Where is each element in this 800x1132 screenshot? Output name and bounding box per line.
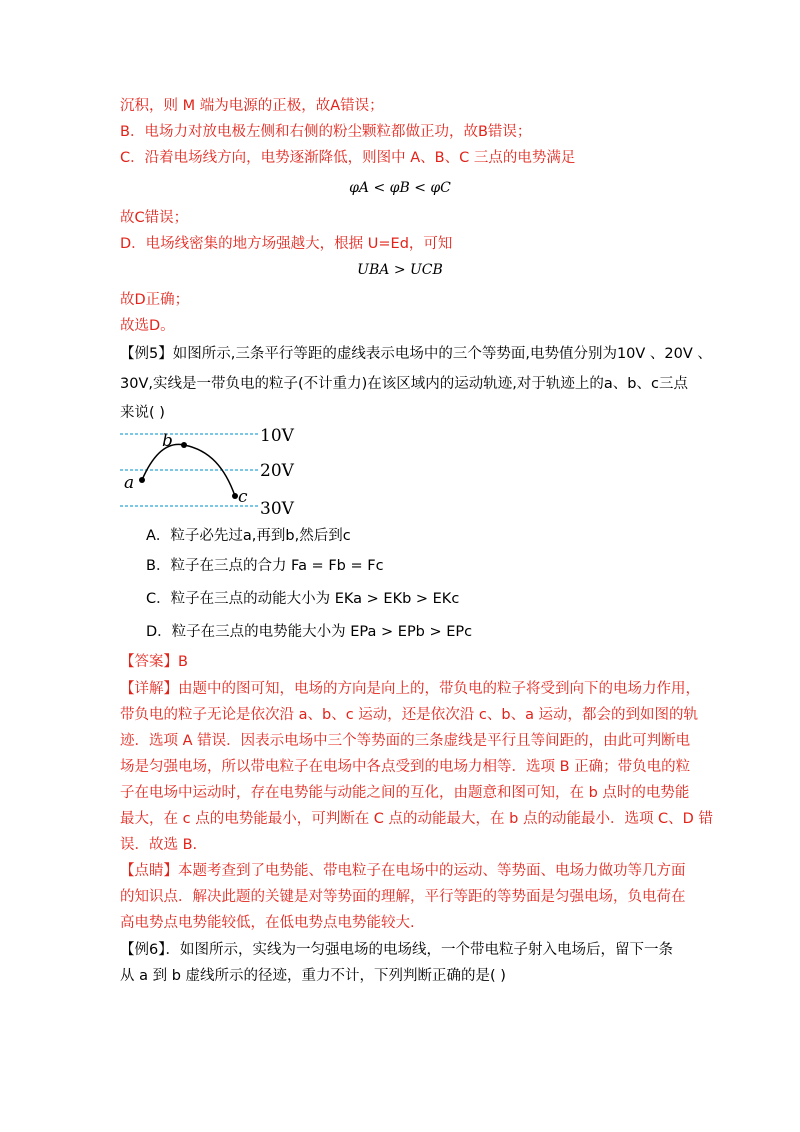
example6-question-1: 【例6】．如图所示，实线为一匀强电场的电场线，一个带电粒子射入电场后，留下一条 [120,942,673,958]
prev-line-1: 沉积，则 M 端为电源的正极，故A错误； [120,98,384,114]
point-b [181,442,187,448]
explain-line-4: 场是匀强电场，所以带电粒子在电场中各点受到的电场力相等．选项 B 正确；带负电的粒 [120,759,691,775]
example6-question-2: 从 a 到 b 虚线所示的径迹，重力不计，下列判断正确的是( ) [120,968,506,984]
explain-line-7: 误．故选 B. [120,837,198,853]
prev-line-6: 故D正确； [120,292,190,308]
equipotential-figure [110,420,310,520]
answer: 【答案】B [120,654,188,670]
formula-phi: φA < φB < φC [349,180,451,196]
explain-line-1: 【详解】由题中的图可知，电场的方向是向上的，带负电的粒子将受到向下的电场力作用， [120,681,700,697]
prev-line-4: 故C错误； [120,210,189,226]
prev-line-2: B．电场力对放电极左侧和右侧的粉尘颗粒都做正功，故B错误； [120,124,532,140]
prev-line-5: D．电场线密集的地方场强越大，根据 U=Ed，可知 [120,236,453,252]
example5-question-2: 30V,实线是一带负电的粒子(不计重力)在该区域内的运动轨迹,对于轨迹上的a、b、c三点 [120,376,688,392]
label-10v: 10V [260,426,294,446]
label-b: b [162,431,173,451]
example5-question-3: 来说( ) [120,405,165,421]
prev-line-3: C．沿着电场线方向，电势逐渐降低，则图中 A、B、C 三点的电势满足 [120,150,576,166]
formula-u: UBA > UCB [357,262,443,278]
comment-line-3: 高电势点电势能较低，在低电势点电势能较大. [120,915,415,931]
example5-question-1: 【例5】如图所示,三条平行等距的虚线表示电场中的三个等势面,电势值分别为10V 、20V 、 [120,346,712,362]
label-c: c [238,487,248,507]
prev-line-7: 故选D。 [120,318,175,334]
label-a: a [124,473,135,493]
option-d: D．粒子在三点的电势能大小为 EPa > EPb > EPc [146,624,473,640]
option-c: C．粒子在三点的动能大小为 EKa > EKb > EKc [146,591,460,607]
label-20v: 20V [260,461,294,481]
point-a [139,477,145,483]
explain-line-5: 子在电场中运动时，存在电势能与动能之间的互化，由题意和图可知，在 b 点时的电势能 [120,785,690,801]
explain-line-6: 最大，在 c 点的电势能最小，可判断在 C 点的动能最大，在 b 点的动能最小．选项 C、D 错 [120,811,713,827]
explain-line-3: 迹．选项 A 错误．因表示电场中三个等势面的三条虚线是平行且等间距的，由此可判断电 [120,733,691,749]
comment-line-2: 的知识点．解决此题的关键是对等势面的理解，平行等距的等势面是匀强电场，负电荷在 [120,889,686,905]
option-a: A．粒子必先过a,再到b,然后到c [146,528,351,544]
option-b: B．粒子在三点的合力 Fa = Fb = Fc [146,558,384,574]
comment-line-1: 【点睛】本题考查到了电势能、带电粒子在电场中的运动、等势面、电场力做功等几方面 [120,863,686,879]
explain-line-2: 带负电的粒子无论是依次沿 a、b、c 运动，还是依次沿 c、b、a 运动，都会的到如图的轨 [120,707,699,723]
label-30v: 30V [260,499,294,519]
